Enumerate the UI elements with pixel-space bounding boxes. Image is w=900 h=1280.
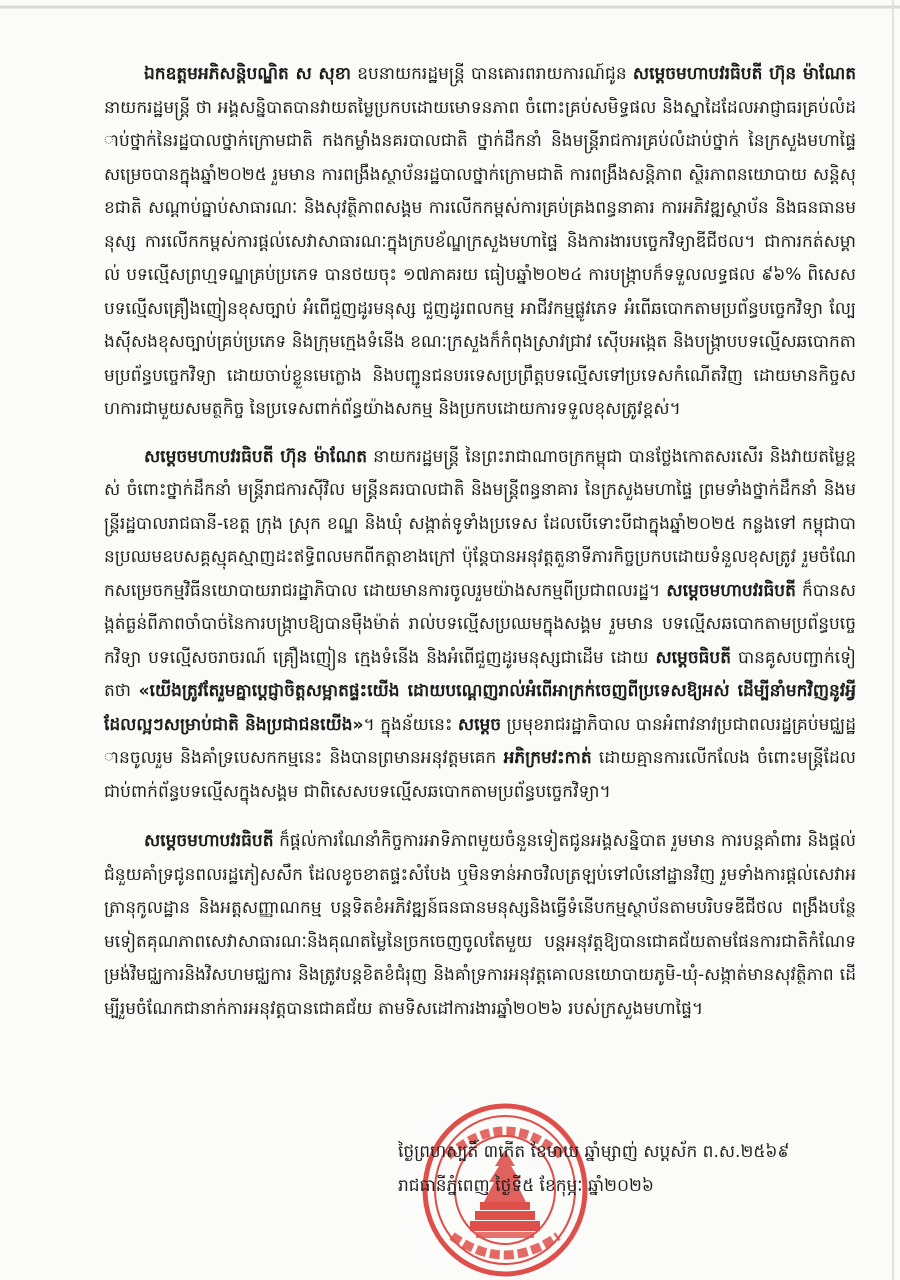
paragraph-text: នាយករដ្ឋមន្ត្រី ថា អង្គសន្និបាតបានវាយតម្លៃប្រកបដោយមោទនភាព ចំពោះគ្រប់សមិទ្ធផល និងស្នាដៃដែលអាជ្ញាធរគ្រប់លំដាប់ថ្នាក់នៃរដ្ឋបាលថ្នាក់ក្រោមជាតិ កងកម្លាំងនគរបាលជាតិ ថ្នាក់ដឹកនាំ និងមន្ត្រីរាជការគ្រប់លំដាប់ថ្នាក់ នៃក្រសួងមហាផ្ទៃ សម្រេចបានក្នុងឆ្នាំ២០២៥ រួមមាន ការពង្រឹងស្ថាប័នរដ្ឋបាលថ្នាក់ក្រោមជាតិ ការពង្រឹងសន្តិភាព ស្ថិរភាពនយោបាយ សន្តិសុខជាតិ សណ្តាប់ធ្នាប់សាធារណៈ និងសុវត្ថិភាពសង្គម ការលើកកម្ពស់ការគ្រប់គ្រងពន្ធនាគារ ការអភិវឌ្ឍស្ថាប័ន និងធនធានមនុស្ស ការលើកកម្ពស់ការផ្តល់សេវាសាធារណៈក្នុងក្របខ័ណ្ឌក្រសួងមហាផ្ទៃ និងការងារបច្ចេកវិទ្យាឌីជីថល។ ជាការកត់សម្គាល់ បទល្មើសព្រហ្មទណ្ឌគ្រប់ប្រភេទ បានថយចុះ ១៧ភាគរយ ធៀបឆ្នាំ២០២៤ ការបង្ក្រាបក៏ទទួលលទ្ធផល ៩៦% ពិសេសបទល្មើសគ្រឿងញៀនខុសច្បាប់ អំពើជួញដូរមនុស្ស ជួញដូរពលកម្ម អាជីវកម្មផ្លូវភេទ អំពើឆបោកតាមប្រព័ន្ធបច្ចេកវិទ្យា ល្បែងស៊ីសងខុសច្បាប់គ្រប់ប្រភេទ និងក្រុមក្មេងទំនើង ខណៈក្រសួងក៏កំពុងស្រាវជ្រាវ ស៊ើបអង្កេត និងបង្ក្រាបបទល្មើសឆបោកតាមប្រព័ន្ធបច្ចេកវិទ្យា ដោយចាប់ខ្លួនមេក្លោង និងបញ្ជូនជនបរទេសប្រព្រឹត្តបទល្មើសទៅប្រទេសកំណើតវិញ ដោយមានកិច្ចសហការជាមួយសមត្ថកិច្ច នៃប្រទេសពាក់ព័ន្ធយ៉ាងសកម្ម និងប្រកបដោយការទទួលខុសត្រូវខ្ពស់។ [104, 97, 856, 419]
prime-minister-title: សម្តេច [457, 714, 502, 735]
paragraph-2 [104, 441, 856, 810]
paragraph-text: ប្រមុខរាជរដ្ឋាភិបាល បានអំពាវនាវប្រជាពលរដ្ឋគ្រប់មជ្ឈដ្ឋានចូលរួម និងគាំទ្របេសកកម្មនេះ និងបានព្រមានអនុវត្តមគេក [104, 714, 857, 768]
paragraph-text: ដោយគ្មានការលើកលែង ចំពោះមន្ត្រីដែលជាប់ពាក់ព័ន្ធបទល្មើសក្នុងសង្គម ជាពិសេសបទល្មើសឆបោកតាមប្រព័ន្ធបច្ចេកវិទ្យា។ [104, 748, 856, 802]
paragraph-text: ឧបនាយករដ្ឋមន្ត្រី បានគោរពរាយការណ៍ជូន [350, 64, 633, 84]
paragraph-1 [104, 58, 856, 427]
paragraph-3 [104, 825, 856, 1026]
prime-minister-name: សម្តេចមហាបវរធិបតី ហ៊ុន ម៉ាណែត [144, 446, 367, 467]
prime-minister-title: សម្តេចធិបតី [655, 647, 732, 668]
paragraph-text: ក៏បានសង្កត់ធ្ងន់ពីភាពចាំបាច់នៃការបង្ក្រាបឱ្យបានម៉ឺងម៉ាត់ រាល់បទល្មើសប្រឈមក្នុងសង្គម រួមមាន បទល្មើសឆបោកតាមប្រព័ន្ធបច្ចេកវិទ្យា បទល្មើសចរាចរណ៍ គ្រឿងញៀន ក្មេងទំនើង និងអំពើជួញដូរមនុស្សជាដើម ដោយ [104, 580, 856, 668]
prime-minister-title: សម្តេចមហាបវរធិបតី [144, 831, 274, 851]
prime-minister-title: សម្តេចមហាបវរធិបតី [666, 580, 796, 601]
surgical-approach-term: អភិក្រមវះកាត់ [503, 748, 592, 768]
document-body [104, 58, 856, 1042]
paragraph-text: នាយករដ្ឋមន្ត្រី នៃព្រះរាជាណាចក្រកម្ពុជា បានថ្លែងកោតសរសើរ និងវាយតម្លៃខ្ពស់ ចំពោះថ្នាក់ដឹកនាំ មន្ត្រីរាជការស៊ីវិល មន្ត្រីនគរបាលជាតិ និងមន្ត្រីពន្ធនាគារ នៃក្រសួងមហាផ្ទៃ ព្រមទាំងថ្នាក់ដឹកនាំ និងមន្ត្រីរដ្ឋបាលរាជធានី-ខេត្ត ក្រុង ស្រុក ខណ្ឌ និងឃុំ សង្កាត់ទូទាំងប្រទេស ដែលបើទោះបីជាក្នុងឆ្នាំ២០២៥ កន្លងទៅ កម្ពុជាបានប្រឈមឧបសគ្គស្មុគស្មាញដះឥទ្ធិពលមកពីកត្តាខាងក្រៅ ប៉ុន្តែបានអនុវត្តតួនាទីភារកិច្ចប្រកបដោយទំនួលខុសត្រូវ រួមចំណែកសម្រេចកម្មវិធីនយោបាយរាជរដ្ឋាភិបាល ដោយមានការចូលរួមយ៉ាងសកម្មពីប្រជាពលរដ្ឋ។ [104, 446, 856, 601]
paragraph-text: បានគូសបញ្ជាក់ទៀតថា [104, 647, 856, 701]
signature-block [398, 1135, 868, 1203]
paragraph-text: ក៏ផ្តល់ការណែនាំកិច្ចការអាទិភាពមួយចំនួនទៀតជូនអង្គសន្និបាត រួមមាន ការបន្តគាំពារ និងផ្តល់ជំនួយគាំទ្រជូនពលរដ្ឋភៀសសឹក ដែលខូចខាតផ្ទះសំបែង ឬមិនទាន់អាចវិលត្រឡប់ទៅលំនៅដ្ឋានវិញ រួមទាំងការផ្តល់សេវាអត្រានុកូលដ្ឋាន និងអត្តសញ្ញាណកម្ម បន្តទិតខំអភិវឌ្ឍន៍ធនធានមនុស្សនិងធ្វើទំនើបកម្មស្ថាប័នតាមបរិបទឌីជីថល ពង្រឹងបន្ថែមទៀតគុណភាពសេវាសាធារណៈនិងគុណតម្លៃនៃច្រកចេញចូលតែមួយ បន្តអនុវត្តឱ្យបានជោគជ័យតាមផែនការជាតិកំណែទម្រង់វិមជ្ឈការនិងវិសហមជ្ឈការ និងត្រូវបន្តខិតខំជំរុញ និងគាំទ្រការអនុវត្តគោលនយោបាយភូមិ-ឃុំ-សង្កាត់មានសុវត្ថិភាព ដើម្បីរួមចំណែកជានាក់ការអនុវត្តបានជោគជ័យ តាមទិសដៅការងារឆ្នាំ២០២៦ របស់ក្រសួងមហាផ្ទៃ។ [104, 831, 856, 1019]
lunar-date: ថ្ងៃព្រហស្បតិ៍ ៣កើត ខែមាឃ ឆ្នាំម្សាញ់ សប្តស័ក ព.ស.២៥៦៩ [398, 1142, 790, 1162]
place-and-date: រាជធានីភ្នំពេញ ថ្ងៃទី៥ ខែកុម្ភៈ ឆ្នាំ២០២៦ [398, 1176, 654, 1196]
quote: «យើងត្រូវតែរួមគ្នាប្តេជ្ញាចិត្តសម្អាតផ្ទះយើង ដោយបណ្តេញរាល់អំពើអាក្រក់ចេញពីប្រទេសឱ្យអស់ ដើម្បីនាំមកវិញនូវអ្វីដែលល្អៗសម្រាប់ជាតិ និងប្រជាជនយើង» [104, 681, 856, 735]
prime-minister-name: សម្តេចមហាបវរធិបតី ហ៊ុន ម៉ាណែត [632, 64, 857, 84]
official-name: ឯកឧត្តមអភិសន្តិបណ្ឌិត ស សុខា [144, 64, 351, 84]
paragraph-text: ។ ក្នុងន័យនេះ [363, 714, 458, 735]
